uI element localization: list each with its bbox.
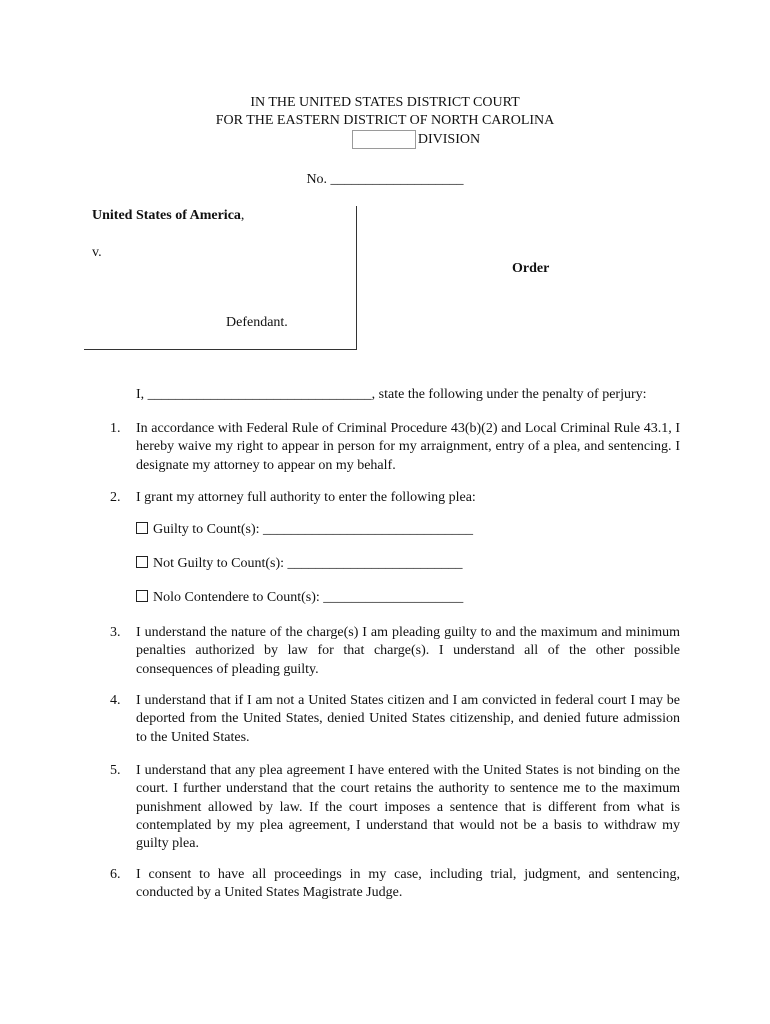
- paragraph-6: [110, 866, 680, 903]
- court-heading: [0, 94, 770, 155]
- plaintiff-text: United States of America: [92, 208, 241, 223]
- checkbox-icon[interactable]: [136, 590, 148, 602]
- paragraph-number: 6.: [110, 867, 121, 882]
- paragraph-1: [110, 420, 680, 475]
- paragraph-5: [110, 762, 680, 853]
- paragraph-text: I grant my attorney full authority to enter the following plea:: [136, 490, 476, 505]
- plea-label: Guilty to Count(s): ______________________________: [153, 522, 474, 537]
- versus-label: v.: [92, 245, 102, 260]
- intro-statement: I, ________________________________, state the following under the penalty of perjury:: [136, 387, 647, 402]
- plaintiff-comma: ,: [240, 208, 245, 223]
- plaintiff-name: [92, 208, 244, 224]
- division-row: [352, 130, 480, 149]
- case-number: No. ___________________: [306, 172, 464, 187]
- paragraph-number: 4.: [110, 693, 121, 708]
- paragraph-text: In accordance with Federal Rule of Criminal Procedure 43(b)(2) and Local Criminal Rule 43.1, I hereby waive my right to appear in person for my arraignment, entry of a plea, and sentencing. I designate my attorney to appear on my behalf.: [136, 421, 680, 473]
- division-field[interactable]: [352, 130, 416, 149]
- defendant-label: Defendant.: [226, 315, 288, 330]
- paragraph-number: 5.: [110, 763, 121, 778]
- plea-label: Nolo Contendere to Count(s): ____________________: [153, 590, 464, 605]
- court-line-2: FOR THE EASTERN DISTRICT OF NORTH CAROLINA: [215, 113, 555, 128]
- plea-option-nolo-contendere[interactable]: [136, 590, 463, 606]
- plea-option-not-guilty[interactable]: [136, 556, 463, 572]
- checkbox-icon[interactable]: [136, 556, 148, 568]
- paragraph-text: I consent to have all proceedings in my case, including trial, judgment, and sentencing, conducted by a United States Magistrate Judge.: [136, 867, 680, 901]
- paragraph-number: 1.: [110, 421, 121, 436]
- paragraph-text: I understand the nature of the charge(s) I am pleading guilty to and the maximum and minimum penalties authorized by law for that charge(s). I understand all of the other possible consequences of pleading guilty.: [136, 625, 680, 677]
- paragraph-2: [110, 489, 680, 507]
- court-line-1: IN THE UNITED STATES DISTRICT COURT: [250, 95, 520, 110]
- order-title: Order: [512, 261, 550, 276]
- plea-label: Not Guilty to Count(s): _________________________: [153, 556, 463, 571]
- paragraph-number: 3.: [110, 625, 121, 640]
- paragraph-text: I understand that if I am not a United States citizen and I am convicted in federal court I may be deported from the United States, denied United States citizenship, and denied future admission to the United States.: [136, 693, 680, 745]
- paragraph-text: I understand that any plea agreement I have entered with the United States is not binding on the court. I further understand that the court retains the authority to sentence me to the maximum punishment allowed by law. If the court imposes a sentence that is different from what is contemplated by my plea agreement, I understand that would not be a basis to withdraw my guilty plea.: [136, 763, 680, 852]
- division-label: DIVISION: [417, 131, 481, 147]
- paragraph-number: 2.: [110, 490, 121, 505]
- case-caption-box: [84, 206, 357, 350]
- plea-option-guilty[interactable]: [136, 522, 473, 538]
- checkbox-icon[interactable]: [136, 522, 148, 534]
- paragraph-4: [110, 692, 680, 747]
- paragraph-3: [110, 624, 680, 679]
